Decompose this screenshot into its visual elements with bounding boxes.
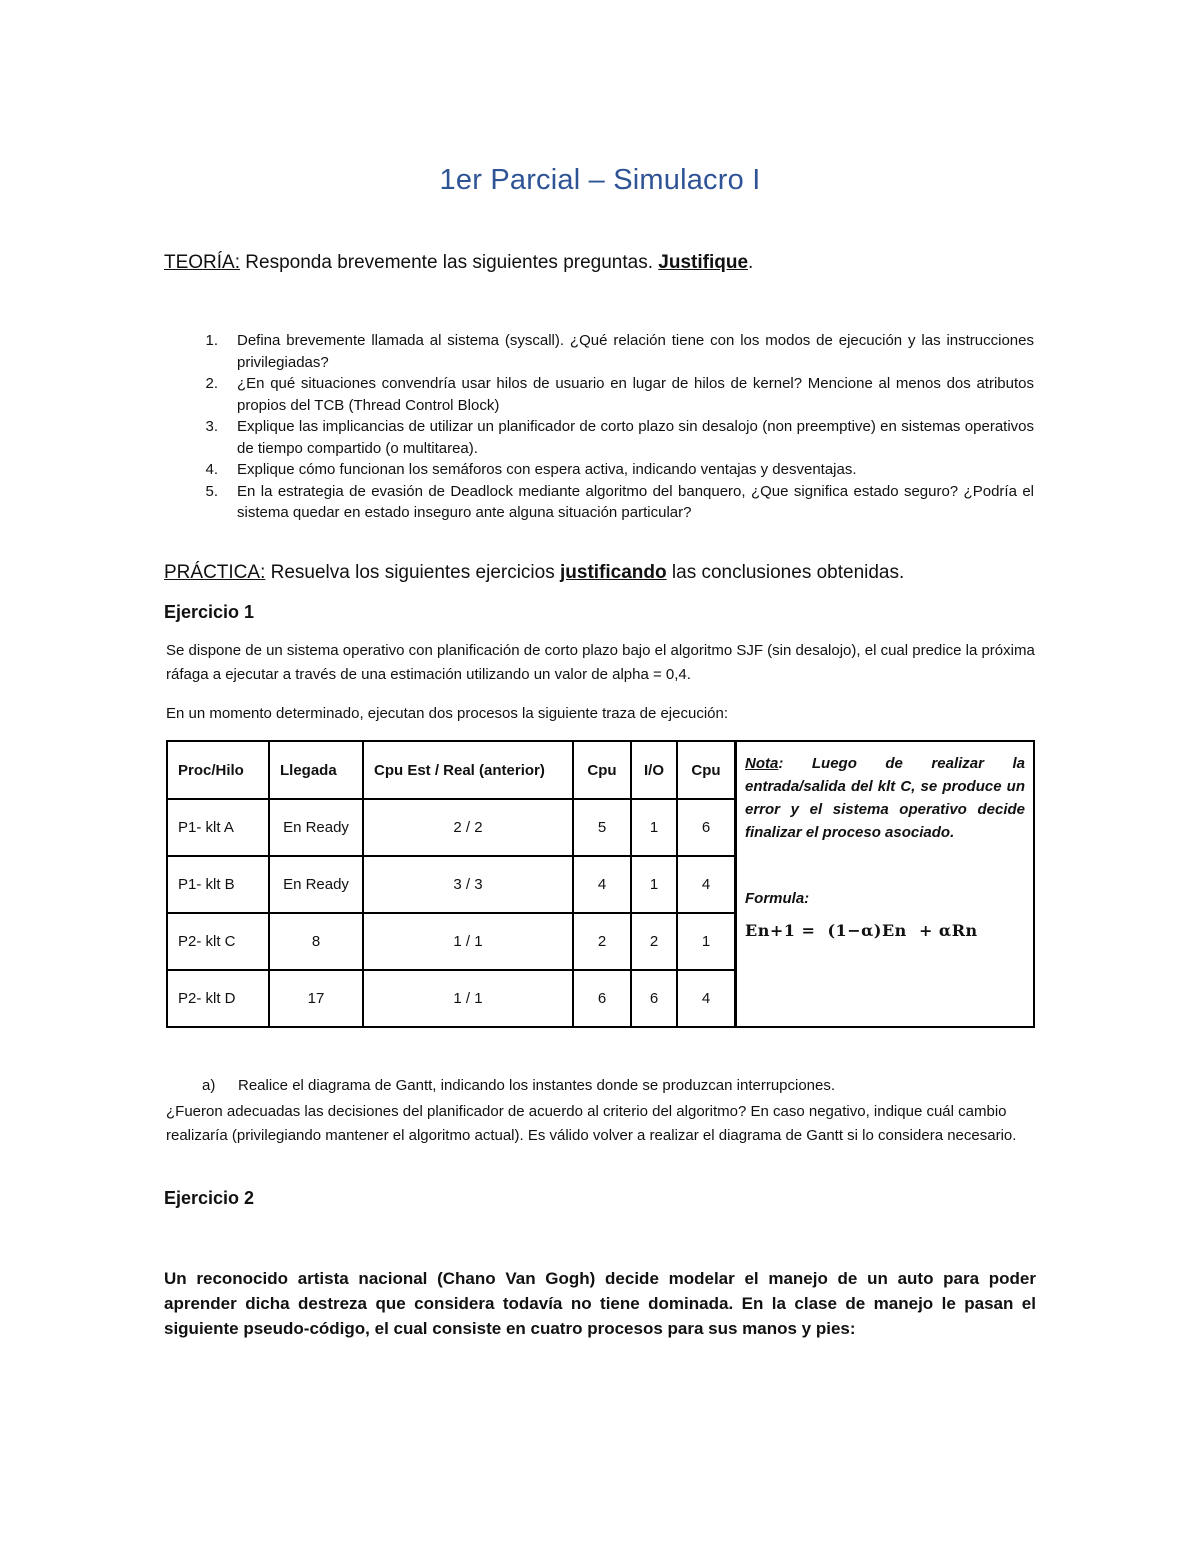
table-cell: 1 / 1 <box>363 913 573 970</box>
question-text: Explique cómo funcionan los semáforos con espera activa, indicando ventajas y desventajas. <box>237 461 857 478</box>
table-cell: 3 / 3 <box>363 856 573 913</box>
column-header: Cpu <box>677 741 736 799</box>
item-a-label: a) <box>202 1077 216 1094</box>
practica-heading <box>164 562 904 584</box>
column-header: Proc/Hilo <box>167 741 269 799</box>
practica-text: Resuelva los siguientes ejercicios <box>265 562 560 583</box>
table-cell: 1 <box>631 799 677 856</box>
table-cell: 4 <box>677 970 736 1027</box>
formula: En+1 = (1−α)En + αRn <box>745 921 978 940</box>
exercise-2-heading: Ejercicio 2 <box>164 1188 255 1208</box>
table-cell: 1 / 1 <box>363 970 573 1027</box>
list-item <box>198 416 1034 459</box>
table-cell: P1- klt A <box>167 799 269 856</box>
teoria-heading <box>164 252 753 274</box>
table-cell: 2 <box>631 913 677 970</box>
list-item <box>198 481 1034 524</box>
exercise-1-heading: Ejercicio 1 <box>164 602 255 622</box>
list-number: 1. <box>205 332 218 349</box>
practica-label: PRÁCTICA: <box>164 562 266 583</box>
table-cell: En Ready <box>269 799 363 856</box>
table-cell: 6 <box>631 970 677 1027</box>
teoria-end: . <box>748 252 754 273</box>
question-text: En la estrategia de evasión de Deadlock mediante algoritmo del banquero, ¿Que significa estado seguro? ¿Podría el sistema quedar en estado inseguro ante alguna situación particular? <box>237 482 1034 521</box>
note-text <box>745 752 1025 844</box>
column-header: Cpu Est / Real (anterior) <box>363 741 573 799</box>
table-cell: 4 <box>573 856 631 913</box>
note-body: : Luego de realizar la entrada/salida del klt C, se produce un error y el sistema operativo decide finalizar el proceso asociado. <box>745 755 1025 841</box>
formula-label: Formula: <box>745 890 810 907</box>
list-number: 5. <box>205 482 218 500</box>
exercise-1-question: ¿Fueron adecuadas las decisiones del planificador de acuerdo al criterio del algoritmo? En caso negativo, indique cuál cambio realizaría (privilegiando mantener el algoritmo actual). Es válido volver a realizar el diagrama de Gantt si lo considera necesario. <box>166 1103 1017 1144</box>
table-cell: 1 <box>677 913 736 970</box>
list-number: 2. <box>205 375 218 392</box>
table-cell: 2 / 2 <box>363 799 573 856</box>
table-cell: 6 <box>573 970 631 1027</box>
table-cell: P1- klt B <box>167 856 269 913</box>
item-a <box>202 1077 835 1094</box>
table-header-row <box>167 741 1034 799</box>
item-a-text: Realice el diagrama de Gantt, indicando los instantes donde se produzcan interrupciones. <box>238 1077 836 1094</box>
column-header: Llegada <box>269 741 363 799</box>
practica-emph: justificando <box>560 562 667 583</box>
exercise-2-paragraph: Un reconocido artista nacional (Chano Van Gogh) decide modelar el manejo de un auto para poder aprender dicha destreza que considera todavía no tiene dominada. En la clase de manejo le pasan el siguiente pseudo-código, el cual consiste en cuatro procesos para sus manos y pies: <box>164 1269 1036 1338</box>
table-cell: P2- klt D <box>167 970 269 1027</box>
teoria-text: Responda brevemente las siguientes preguntas. <box>240 252 659 273</box>
table-cell: 4 <box>677 856 736 913</box>
table-cell: 6 <box>677 799 736 856</box>
table-cell: 8 <box>269 913 363 970</box>
trace-table <box>166 740 1035 1028</box>
table-cell: 1 <box>631 856 677 913</box>
table-cell: 5 <box>573 799 631 856</box>
list-number: 4. <box>205 461 218 478</box>
list-number: 3. <box>205 418 218 435</box>
exercise-1-intro-table: En un momento determinado, ejecutan dos procesos la siguiente traza de ejecución: <box>166 705 729 722</box>
question-list <box>198 330 1034 524</box>
exercise-1-paragraph: Se dispone de un sistema operativo con planificación de corto plazo bajo el algoritmo SJF (sin desalojo), el cual predice la próxima ráfaga a ejecutar a través de una estimación utilizando un valor de alpha = 0,4. <box>166 642 1035 683</box>
list-item <box>198 459 1034 481</box>
teoria-label: TEORÍA: <box>164 252 241 273</box>
note-cell <box>736 741 1035 1027</box>
teoria-emph: Justifique <box>658 252 749 273</box>
table-cell: P2- klt C <box>167 913 269 970</box>
table-cell: 17 <box>269 970 363 1027</box>
question-text: ¿En qué situaciones convendría usar hilos de usuario en lugar de hilos de kernel? Mencione al menos dos atributos propios del TCB (Thread Control Block) <box>237 375 1034 414</box>
practica-text-end: las conclusiones obtenidas. <box>666 562 905 583</box>
table-cell: 2 <box>573 913 631 970</box>
list-item <box>198 330 1034 373</box>
document-title: 1er Parcial – Simulacro I <box>439 164 761 196</box>
column-header: I/O <box>631 741 677 799</box>
question-text: Defina brevemente llamada al sistema (syscall). ¿Qué relación tiene con los modos de ejecución y las instrucciones privilegiadas? <box>237 332 1034 371</box>
question-text: Explique las implicancias de utilizar un planificador de corto plazo sin desalojo (non preemptive) en sistemas operativos de tiempo compartido (o multitarea). <box>237 418 1034 457</box>
note-label: Nota <box>745 755 779 772</box>
list-item <box>198 373 1034 416</box>
table-cell: En Ready <box>269 856 363 913</box>
column-header: Cpu <box>573 741 631 799</box>
